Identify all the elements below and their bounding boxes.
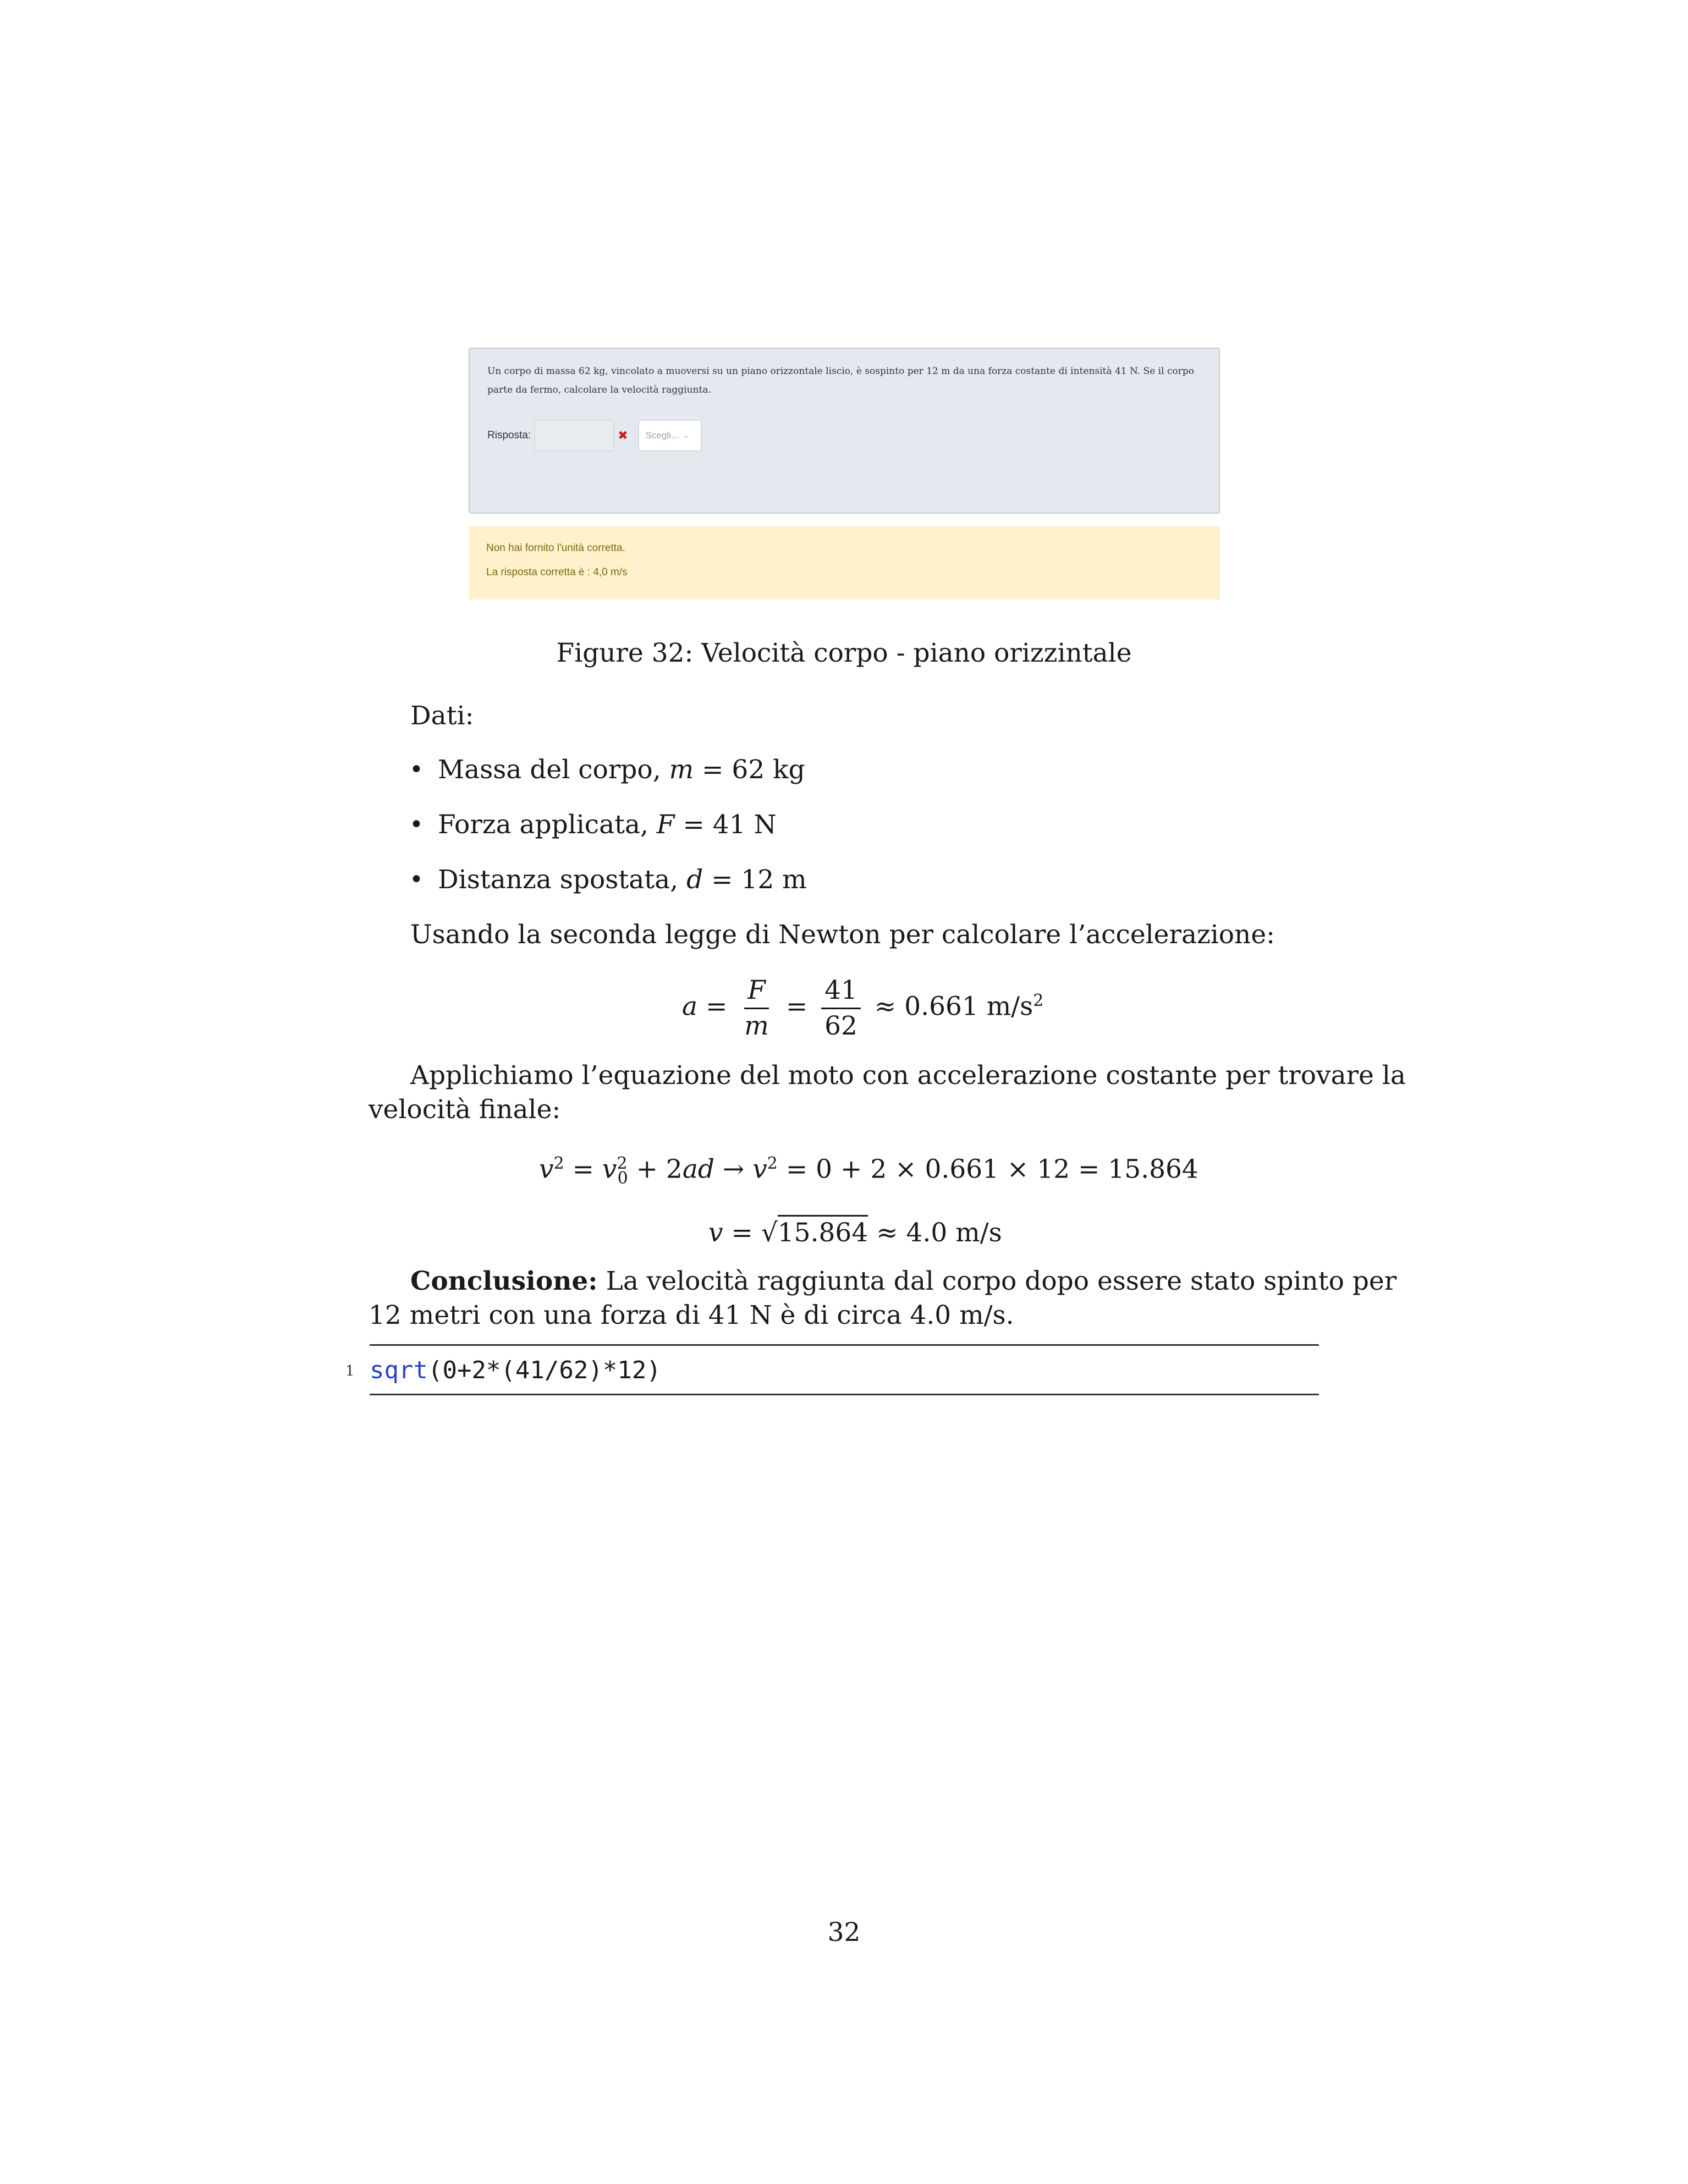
bullet-icon: • [409, 866, 424, 894]
bullet-icon: • [409, 756, 424, 784]
bullet-var: F [656, 810, 675, 840]
unit-select[interactable] [638, 420, 702, 452]
bullet-var: m [669, 755, 694, 785]
quiz-question: Un corpo di massa 62 kg, vincolato a muoversi su un piano orizzontale liscio, è sospinto per 12 m da una forza costante di intensità 41 N. Se il corpo parte da fermo, calcolare la velocità raggiunta. [487, 366, 1194, 395]
equation-velocity-squared: $v^2 = v^2_0 + 2ad \to v^2 = 0 + 2 \times 0.661 \times 12 = 15.864$ [539, 1154, 1198, 1189]
bullet-value: = 12 m [703, 865, 807, 895]
eq-lhs: a [682, 991, 698, 1022]
motion-intro-line1: Applichiamo l’equazione del moto con accelerazione costante per trovare la [410, 1060, 1406, 1091]
unit-select-placeholder: Scegli... [645, 430, 679, 441]
eq-result: ≈ 0.661 m/s [874, 991, 1033, 1022]
figure-caption: Figure 32: Velocità corpo - piano orizzintale [556, 638, 1132, 668]
dati-heading: Dati: [410, 701, 474, 731]
answer-input[interactable] [534, 420, 614, 452]
bullet-icon: • [409, 811, 424, 839]
frac-num: 41 [821, 973, 861, 1009]
wrong-answer-icon: ✖ [618, 428, 628, 443]
code-function: sqrt [370, 1356, 428, 1384]
eq-sqrt-lhs: v = [708, 1218, 753, 1248]
equation-sqrt: v = √15.864 ≈ 4.0 m/s [708, 1218, 1002, 1248]
conclusion-label: Conclusione: [410, 1266, 598, 1296]
conclusion-line1 [410, 1266, 1396, 1296]
bullet-value: = 41 N [674, 810, 777, 840]
page-number: 32 [827, 1917, 861, 1948]
feedback-unit-message: Non hai fornito l'unità corretta. [486, 542, 625, 554]
answer-label: Risposta: [487, 430, 531, 441]
eq-exponent: 2 [1033, 991, 1044, 1010]
bullet-value: = 62 kg [694, 755, 805, 785]
answer-row [487, 418, 702, 453]
feedback-correct-answer: La risposta corretta è : 4,0 m/s [486, 566, 628, 578]
chevron-down-icon: ⌄ [683, 431, 690, 439]
eq-velocity-result: = 0 + 2 × 0.661 × 12 = 15.864 [785, 1154, 1198, 1185]
conclusion-text: La velocità raggiunta dal corpo dopo essere stato spinto per [597, 1266, 1397, 1296]
fraction-f-over-m [741, 973, 772, 1043]
motion-intro-line2: velocità finale: [369, 1094, 561, 1125]
conclusion-line2: 12 metri con una forza di 41 N è di circa 4.0 m/s. [369, 1300, 1014, 1330]
bullet-text: Distanza spostata, [438, 865, 687, 895]
eq-sqrt-result: ≈ 4.0 m/s [876, 1218, 1002, 1248]
bullet-var: d [686, 865, 703, 895]
bullet-massa [438, 755, 805, 785]
equation-acceleration: a = $\frac{F}{m}$ = $\frac{41}{62}$ ≈ 0.661 $m/s^2$ [682, 973, 1043, 1043]
bullet-text: Massa del corpo, [438, 755, 669, 785]
code-line-number: 1 [345, 1363, 355, 1379]
code-bottom-rule [370, 1394, 1319, 1395]
code-line [370, 1356, 661, 1384]
bullet-distanza [438, 865, 807, 895]
code-top-rule [370, 1344, 1319, 1346]
bullet-text: Forza applicata, [438, 810, 657, 840]
code-args: (0+2*(41/62)*12) [427, 1356, 661, 1384]
newton-intro: Usando la seconda legge di Newton per calcolare l’accelerazione: [410, 920, 1275, 950]
frac-num: F [744, 973, 769, 1009]
quiz-panel [469, 348, 1220, 514]
fraction-41-over-62 [821, 973, 861, 1043]
bullet-forza [438, 810, 777, 840]
frac-den: m [744, 1011, 769, 1041]
frac-den: 62 [824, 1011, 857, 1041]
feedback-panel [469, 526, 1220, 599]
sqrt-radicand: 15.864 [778, 1215, 868, 1248]
